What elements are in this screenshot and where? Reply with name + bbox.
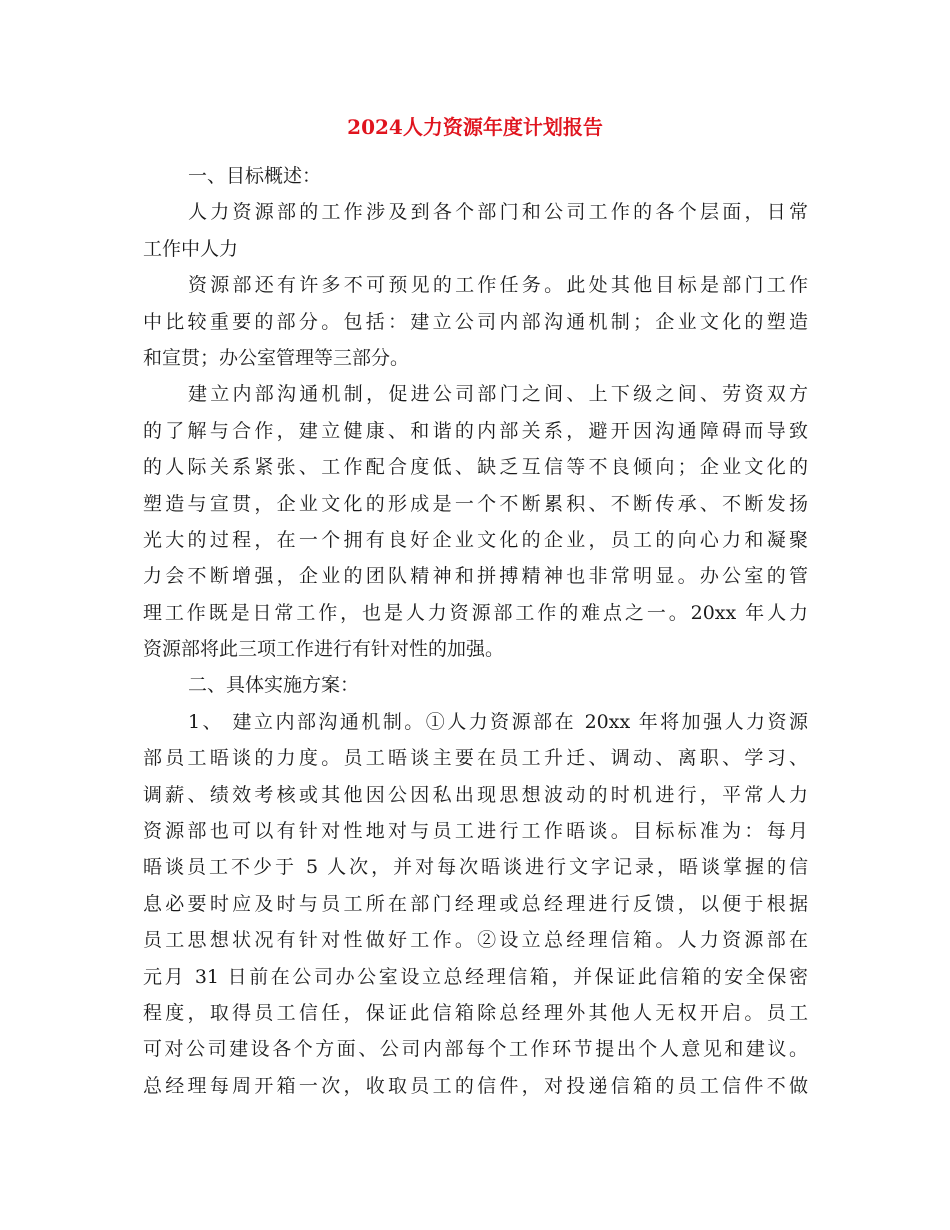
text-line: 员工思想状况有针对性做好工作。②设立总经理信箱。人力资源部在	[143, 929, 808, 952]
text-line: 元月 31 日前在公司办公室设立总经理信箱，并保证此信箱的安全保密	[143, 965, 808, 988]
text-line: 的人际关系紧张、工作配合度低、缺乏互信等不良倾向；企业文化的	[143, 456, 808, 479]
text-line: 工作中人力	[143, 237, 239, 260]
text-line: 晤谈员工不少于 5 人次，并对每次晤谈进行文字记录，晤谈掌握的信	[143, 856, 808, 879]
text-line: 建立内部沟通机制，促进公司部门之间、上下级之间、劳资双方	[188, 383, 808, 406]
text-line: 部员工晤谈的力度。员工晤谈主要在员工升迁、调动、离职、学习、	[143, 747, 808, 770]
document-body	[143, 158, 808, 1104]
document-title: 2024人力资源年度计划报告	[347, 115, 603, 139]
text-line: 中比较重要的部分。包括：建立公司内部沟通机制；企业文化的塑造	[143, 310, 808, 333]
text-line: 可对公司建设各个方面、公司内部每个工作环节提出个人意见和建议。	[143, 1038, 808, 1061]
text-line: 总经理每周开箱一次，收取员工的信件，对投递信箱的员工信件不做	[143, 1074, 808, 1097]
text-line: 程度，取得员工信任，保证此信箱除总经理外其他人无权开启。员工	[143, 1001, 808, 1024]
text-line: 二、具体实施方案：	[188, 674, 360, 697]
text-line: 力会不断增强，企业的团队精神和拼搏精神也非常明显。办公室的管	[143, 565, 808, 588]
text-line: 的了解与合作，建立健康、和谐的内部关系，避开因沟通障碍而导致	[143, 419, 808, 442]
text-line: 调薪、绩效考核或其他因公因私出现思想波动的时机进行，平常人力	[143, 783, 808, 806]
text-line: 1、 建立内部沟通机制。①人力资源部在 20xx 年将加强人力资源	[188, 710, 808, 733]
text-line: 息必要时应及时与员工所在部门经理或总经理进行反馈，以便于根据	[143, 892, 808, 915]
text-line: 资源部将此三项工作进行有针对性的加强。	[143, 638, 505, 661]
text-line: 资源部还有许多不可预见的工作任务。此处其他目标是部门工作	[188, 274, 808, 297]
text-line: 和宣贯；办公室管理等三部分。	[143, 346, 410, 369]
text-line: 一、目标概述：	[188, 165, 322, 187]
text-line: 理工作既是日常工作，也是人力资源部工作的难点之一。20xx 年人力	[143, 601, 808, 624]
text-line: 人力资源部的工作涉及到各个部门和公司工作的各个层面，日常	[188, 201, 808, 224]
text-line: 塑造与宣贯，企业文化的形成是一个不断累积、不断传承、不断发扬	[143, 492, 808, 515]
text-line: 光大的过程，在一个拥有良好企业文化的企业，员工的向心力和凝聚	[143, 528, 808, 551]
text-line: 资源部也可以有针对性地对与员工进行工作晤谈。目标标准为：每月	[143, 820, 808, 843]
